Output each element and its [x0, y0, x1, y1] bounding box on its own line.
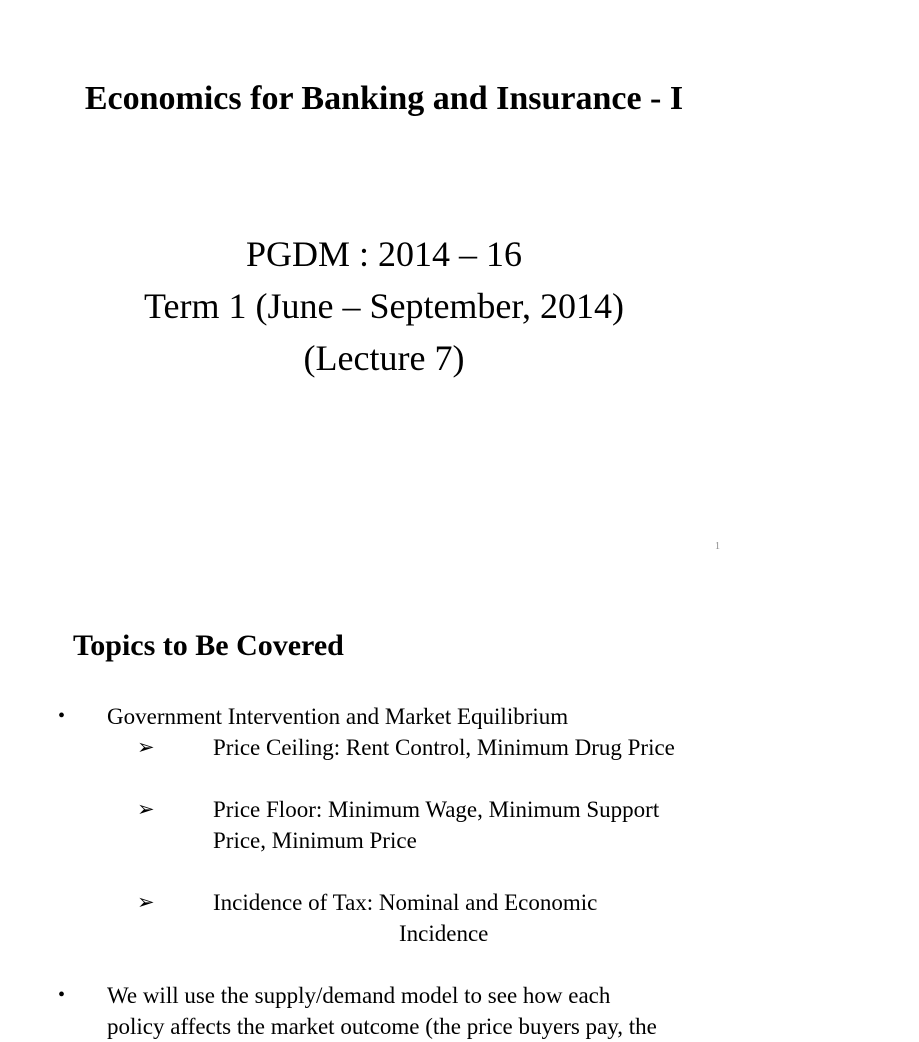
sub-item-text-continued: Price, Minimum Price [213, 828, 417, 853]
arrow-bullet-icon: ➢ [137, 797, 155, 821]
sub-item-text: Price Floor: Minimum Wage, Minimum Support [213, 797, 660, 822]
sub-list-item [107, 887, 768, 949]
bullet-icon: • [58, 984, 66, 1006]
bullet-text-continued: policy affects the market outcome (the price buyers pay, the [107, 1014, 657, 1039]
sub-list-item [107, 732, 768, 763]
program-line: PGDM : 2014 – 16 [245, 234, 523, 274]
bullet-icon: • [58, 705, 66, 727]
bullet-text: Government Intervention and Market Equilibrium [107, 704, 569, 729]
topics-slide [0, 576, 768, 1039]
sub-item-text: Price Ceiling: Rent Control, Minimum Drug Price [213, 735, 675, 760]
sub-item-text: Incidence of Tax: Nominal and Economic [213, 890, 598, 915]
sub-list-item [107, 794, 768, 856]
slide-subtitle [0, 228, 768, 384]
title-slide [0, 0, 768, 576]
topics-list [0, 701, 768, 1042]
arrow-bullet-icon: ➢ [137, 890, 155, 914]
sub-list [107, 732, 768, 949]
slide-number: 1 [715, 541, 720, 552]
list-item [0, 701, 768, 949]
bullet-text: We will use the supply/demand model to see how each [107, 983, 611, 1008]
lecture-line: (Lecture 7) [303, 338, 465, 378]
arrow-bullet-icon: ➢ [137, 735, 155, 759]
term-line: Term 1 (June – September, 2014) [144, 286, 624, 326]
list-item [0, 980, 768, 1042]
sub-item-text-continued: Incidence [399, 921, 489, 946]
slide-title: Economics for Banking and Insurance - I [84, 80, 684, 117]
topics-title: Topics to Be Covered [73, 629, 344, 662]
